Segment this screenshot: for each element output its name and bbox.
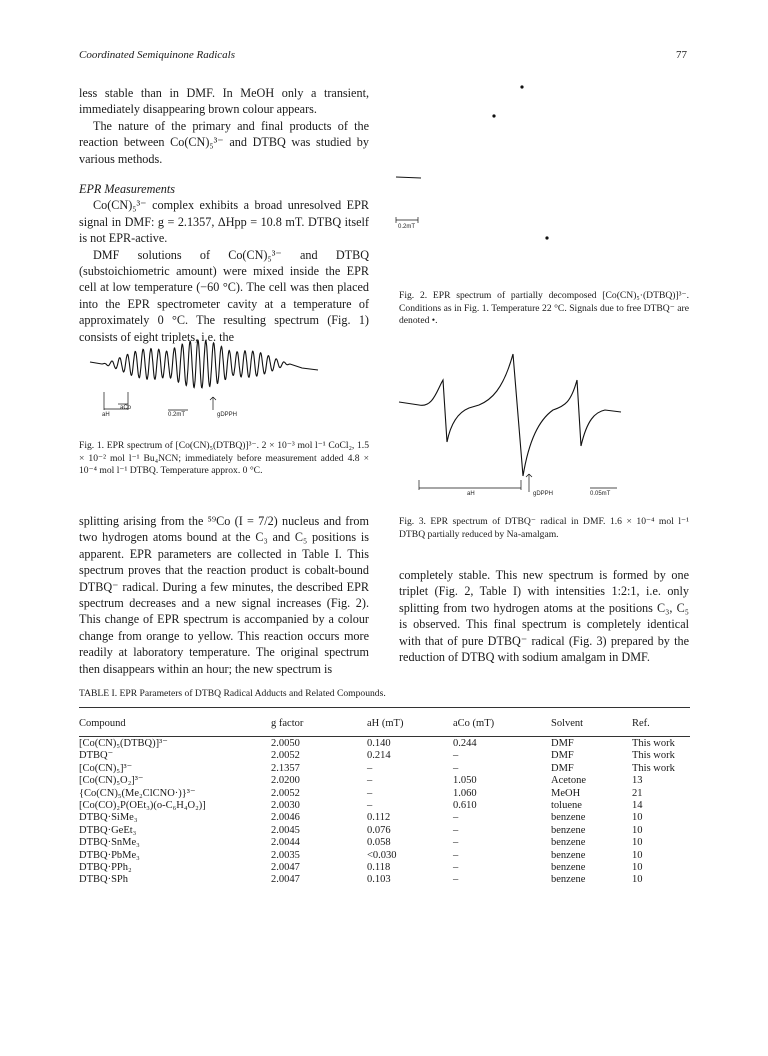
table-header-row	[79, 711, 690, 738]
table-cell: {Co(CN)₅(Me₂ClCNO·)}³⁻	[79, 787, 196, 799]
table-cell: 0.140	[367, 738, 391, 749]
table-cell: 10	[632, 862, 643, 874]
table-cell: [Co(CO)₂P(OEt₃)(o-C₆H₄O₂)]	[79, 800, 206, 812]
table-cell: 0.076	[367, 824, 391, 836]
table-cell: –	[453, 849, 459, 861]
figure-2	[396, 82, 646, 282]
section-heading: EPR Measurements	[79, 182, 176, 197]
table-row	[79, 750, 690, 762]
free-radical-marker	[545, 236, 548, 239]
table-cell: DTBQ·PbMe₃	[79, 849, 140, 861]
table-cell: 2.0046	[271, 812, 300, 824]
table-cell: 10	[632, 837, 643, 849]
running-title: Coordinated Semiquinone Radicals	[79, 49, 236, 61]
free-radical-marker	[520, 85, 523, 88]
table-cell: toluene	[551, 800, 582, 812]
table-cell: DTBQ·SiMe₃	[79, 812, 138, 824]
table-cell: 10	[632, 849, 643, 861]
table-cell: 0.058	[367, 837, 391, 849]
table-title: TABLE I. EPR Parameters of DTBQ Radical Adducts and Related Compounds.	[79, 688, 386, 699]
table-cell: This work	[632, 762, 675, 774]
table-row	[79, 775, 690, 787]
paragraph-3: Co(CN)₅³⁻ complex exhibits a broad unresolved EPR signal in DMF: g = 2.1357, ΔHpp = 10.8 mT. DTBQ itself is not EPR-active.	[79, 198, 369, 246]
table-cell: benzene	[551, 824, 586, 836]
fig1-aH-label: aH	[102, 412, 110, 418]
table-cell: benzene	[551, 837, 586, 849]
table-cell: DMF	[551, 762, 574, 774]
table-cell: DTBQ⁻	[79, 750, 114, 762]
table-cell: 2.0200	[271, 775, 300, 787]
table-cell: 0.118	[367, 862, 391, 874]
table-cell: 13	[632, 775, 643, 787]
table-cell: DMF	[551, 738, 574, 749]
table-cell: 2.1357	[271, 762, 300, 774]
table-cell: This work	[632, 738, 675, 749]
table-row	[79, 800, 690, 812]
table-header-cell: aCo (mT)	[453, 718, 495, 730]
paragraph-1: less stable than in DMF. In MeOH only a transient, immediately disappearing brown colour appears.	[79, 86, 369, 117]
table-cell: DTBQ·SPh	[79, 874, 129, 886]
table-cell: DTBQ·SnMe₃	[79, 837, 140, 849]
table-cell: [Co(CN)₅O₂]³⁻	[79, 775, 144, 787]
table-cell: 1.060	[453, 787, 477, 799]
figure-1	[90, 330, 330, 430]
table-header-cell: Ref.	[632, 718, 650, 730]
fig1-aCo-label: aCo	[120, 405, 132, 411]
table-cell: –	[367, 787, 373, 799]
fig2-caption: Fig. 2. EPR spectrum of partially decomposed [Co(CN)₅·(DTBQ)]³⁻. Conditions as in Fig. 1. Temperature 22 °C. Signals due to free DTBQ⁻ are denoted •.	[399, 290, 689, 327]
table-cell: –	[453, 837, 459, 849]
table-cell: 10	[632, 824, 643, 836]
table-cell: DTBQ·GeEt₃	[79, 824, 137, 836]
fig3-scale-label: 0.05mT	[590, 491, 611, 497]
table-cell: 2.0035	[271, 849, 300, 861]
table-cell: MeOH	[551, 787, 581, 799]
table-cell: –	[453, 874, 459, 886]
table-cell: benzene	[551, 812, 586, 824]
table-cell: 1.050	[453, 775, 477, 787]
table-cell: [Co(CN)₅(DTBQ)]³⁻	[79, 738, 168, 749]
table-cell: –	[453, 824, 459, 836]
table-row	[79, 763, 690, 775]
page-number: 77	[676, 49, 687, 61]
table-cell: 2.0044	[271, 837, 300, 849]
fig3-trace	[399, 354, 621, 476]
fig3-spectrum	[399, 350, 649, 510]
table-cell: benzene	[551, 874, 586, 886]
table-cell: 0.610	[453, 800, 477, 812]
table-row	[79, 738, 690, 750]
table-row	[79, 812, 690, 824]
epr-parameters-table	[79, 711, 690, 887]
table-cell: 2.0052	[271, 787, 300, 799]
paragraph-2: The nature of the primary and final products of the reaction between Co(CN)₅³⁻ and DTBQ was studied by various methods.	[79, 118, 369, 166]
fig1-trace	[90, 340, 318, 388]
free-radical-marker	[492, 114, 495, 117]
fig1-caption: Fig. 1. EPR spectrum of [Co(CN)₅(DTBQ)]³⁻. 2 × 10⁻³ mol l⁻¹ CoCl₂, 1.5 × 10⁻² mol l⁻¹ Bu₄NCN; immediately before measurement added 4.8 × 10⁻⁴ mol l⁻¹ DTBQ. Temperature approx. 0 °C.	[79, 440, 369, 477]
table-cell: benzene	[551, 849, 586, 861]
fig2-trace	[396, 177, 421, 178]
table-cell: 0.244	[453, 738, 477, 749]
table-rule-top	[79, 707, 690, 708]
table-cell: benzene	[551, 862, 586, 874]
table-cell: [Co(CN)₅]³⁻	[79, 762, 133, 774]
left-column-lower	[79, 513, 369, 677]
table-row	[79, 862, 690, 874]
right-column-lower	[399, 567, 689, 665]
table-cell: –	[453, 762, 459, 774]
table-cell: Acetone	[551, 775, 586, 787]
table-cell: 0.103	[367, 874, 391, 886]
table-cell: 2.0052	[271, 750, 300, 762]
table-cell: –	[453, 812, 459, 824]
table-cell: 2.0047	[271, 874, 300, 886]
table-header-cell: aH (mT)	[367, 718, 404, 730]
fig3-caption: Fig. 3. EPR spectrum of DTBQ⁻ radical in DMF. 1.6 × 10⁻⁴ mol l⁻¹ DTBQ partially reduced by Na-amalgam.	[399, 516, 689, 540]
table-cell: –	[453, 862, 459, 874]
table-cell: 0.112	[367, 812, 391, 824]
table-row	[79, 874, 690, 886]
table-cell: –	[367, 800, 373, 812]
table-cell: –	[367, 775, 373, 787]
fig1-spectrum	[90, 330, 330, 430]
fig2-scale-label: 0.2mT	[398, 224, 416, 230]
table-cell: 2.0030	[271, 800, 300, 812]
fig1-dpph-label: gDPPH	[217, 412, 238, 418]
paragraph-5: splitting arising from the ⁵⁹Co (I = 7/2) nucleus and from two hydrogen atoms bound at the C₃ and C₅ positions is apparent. EPR parameters are collected in Table I. This spectrum proves that the reaction product is cobalt-bound DTBQ⁻ radical. During a few minutes, the described EPR spectrum decreases and a new signal increases (Fig. 2). This change of EPR spectrum is accompanied by a colour change from orange to yellow. This reaction occurs more readily at laboratory temperature. The original spectrum then disappears within an hour; the new spectrum is	[79, 514, 369, 676]
fig1-scale-label: 0.2mT	[168, 412, 186, 418]
table-header-cell: g factor	[271, 718, 304, 730]
paragraph-6: completely stable. This new spectrum is formed by one triplet (Fig. 2, Table I) with intensities 1:2:1, i.e. only splitting from two hydrogen atoms at the positions C₃, C₅ is observed. This final spectrum is completely identical with that of pure DTBQ⁻ radical (Fig. 3) prepared by the reduction of DTBQ with sodium amalgam in DMF.	[399, 568, 689, 665]
table-cell: This work	[632, 750, 675, 762]
table-cell: DMF	[551, 750, 574, 762]
table-row	[79, 788, 690, 800]
table-header-cell: Solvent	[551, 718, 584, 730]
table-cell: 2.0045	[271, 824, 300, 836]
table-cell: 0.214	[367, 750, 391, 762]
table-row	[79, 837, 690, 849]
table-cell: DTBQ·PPh₂	[79, 862, 132, 874]
fig2-spectrum	[396, 82, 646, 282]
table-cell: <0.030	[367, 849, 397, 861]
table-cell: –	[367, 762, 373, 774]
table-cell: 21	[632, 787, 643, 799]
left-column-upper	[79, 85, 369, 345]
paragraph-4: DMF solutions of Co(CN)₅³⁻ and DTBQ (substoichiometric amount) were mixed inside the EPR cell at low temperature (−60 °C). The cell was then placed into the EPR spectrometer cavity at a temperature of approximately 0 °C. The resulting spectrum (Fig. 1) consists of eight triplets, i.e. the	[79, 247, 369, 344]
table-cell: –	[453, 750, 459, 762]
table-row	[79, 850, 690, 862]
fig3-aH-label: aH	[467, 491, 475, 497]
table-cell: 2.0047	[271, 862, 300, 874]
table-cell: 2.0050	[271, 738, 300, 749]
table-row	[79, 825, 690, 837]
table-cell: 10	[632, 874, 643, 886]
fig3-dpph-label: gDPPH	[533, 491, 554, 497]
table-cell: 14	[632, 800, 643, 812]
figure-3	[399, 350, 649, 510]
table-cell: 10	[632, 812, 643, 824]
table-header-cell: Compound	[79, 718, 126, 730]
table-rule-header	[79, 736, 690, 737]
